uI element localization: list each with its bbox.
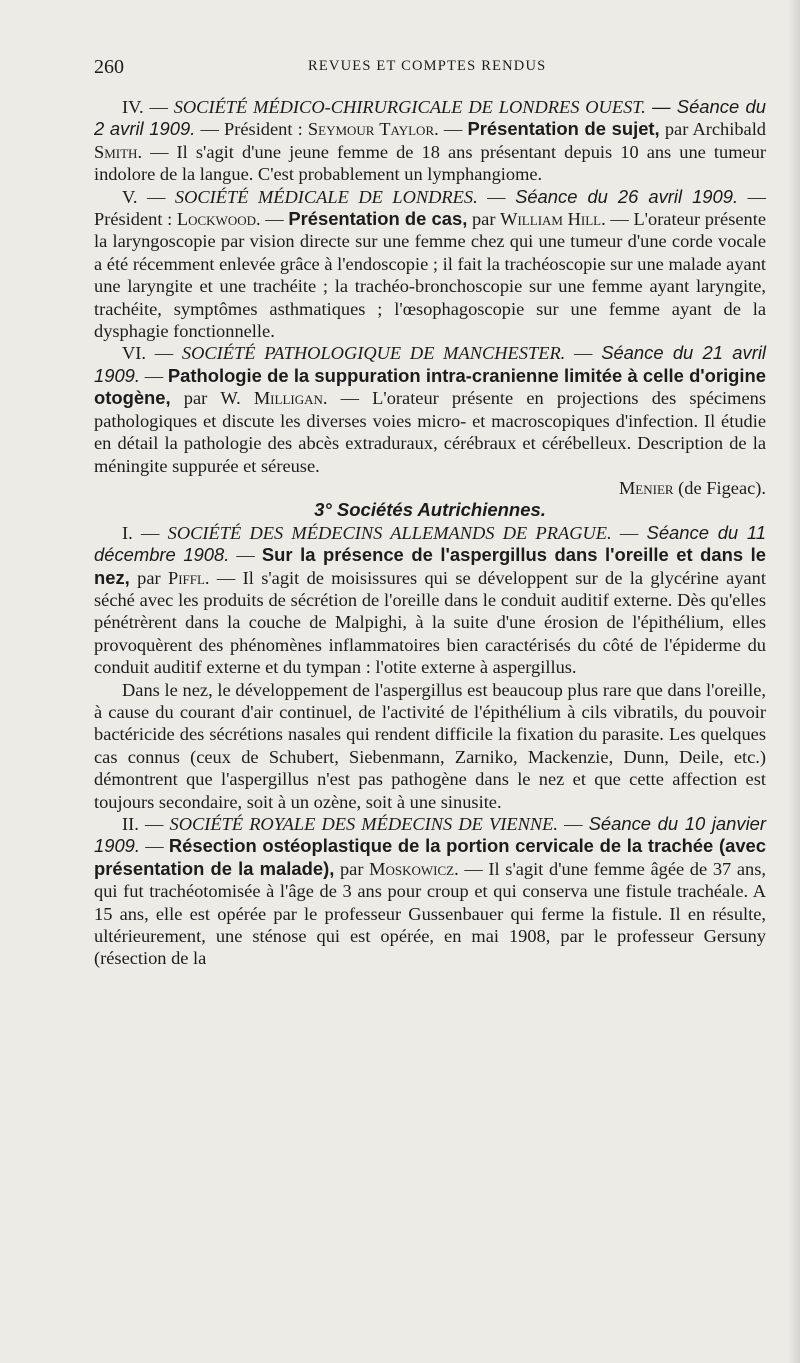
report-topic: Présentation de cas, bbox=[288, 208, 468, 230]
report-topic: Résection ostéoplastique de la portion cervicale de la trachée (avec présentation de la malade), bbox=[94, 835, 766, 879]
article-body bbox=[94, 96, 766, 970]
report-topic: Sur la présence de l'aspergillus dans l'oreille et dans le nez, bbox=[94, 544, 766, 588]
society-name: SOCIÉTÉ ROYALE DES MÉDECINS DE VIENNE. bbox=[169, 814, 558, 834]
society-name: SOCIÉTÉ PATHOLOGIQUE DE MANCHESTER. bbox=[181, 343, 566, 364]
report-topic: Pathologie de la suppuration intra-cranienne limitée à celle d'origine otogène, bbox=[94, 364, 766, 409]
page-edge-shadow bbox=[788, 0, 800, 1363]
society-name: SOCIÉTÉ MÉDICO-CHIRURGICALE DE LONDRES OUEST. bbox=[173, 97, 646, 117]
seance-date: Séance du 10 janvier 1909. bbox=[94, 813, 767, 857]
report-austrian-2: II. — SOCIÉTÉ ROYALE DES MÉDECINS DE VIENNE. — Séance du 10 janvier 1909. — Résection ostéoplastique de la portion cervicale de la trachée (avec présentation de la malade), par Moskowicz. — Il s'agit d'une femme âgée de 37 ans, qui fut trachéotomisée à l'âge de 3 ans pour croup et qui conserva une fistule trachéale. A 15 ans, elle est opérée par le professeur Gussenbauer qui ferme la fistule. Il en résulte, ultérieurement, une sténose qui est opérée, en mai 1908, par le professeur Gersuny (résection de la bbox=[94, 813, 767, 969]
reviewer-place: (de Figeac). bbox=[673, 477, 766, 498]
reviewer-name: Menier bbox=[618, 477, 674, 498]
reviewer-signature bbox=[94, 477, 766, 499]
report-austrian-1: I. — SOCIÉTÉ DES MÉDECINS ALLEMANDS DE PRAGUE. — Séance du 11 décembre 1908. — Sur la présence de l'aspergillus dans l'oreille et dans le nez, par Piffl. — Il s'agit de moisissures qui se développent sur de la glycérine ayant séché avec les produits de sécrétion de l'oreille dans le conduit auditif externe. Dès qu'elles pénétrèrent dans la couche de Malpighi, à la suite d'une érosion de l'épithélium, elles provoquèrent des phénomènes inflammatoires bien caractérisés du côté de l'épiderme du conduit auditif externe et du tympan : l'otite externe à aspergillus. bbox=[94, 521, 767, 678]
author-name: Smith. bbox=[94, 141, 143, 162]
seance-date: Séance du 26 avril 1909. bbox=[515, 185, 739, 207]
society-name: SOCIÉTÉ DES MÉDECINS ALLEMANDS DE PRAGUE. bbox=[167, 522, 612, 543]
report-society-5: V. — SOCIÉTÉ MÉDICALE DE LONDRES. — Séance du 26 avril 1909. — Président : Lockwood. — Présentation de cas, par William Hill. — L'orateur présente la laryngoscopie par vision directe sur une femme chez qui une tumeur d'une corde vocale a été récemment enlevée grâce à l'endoscopie ; il fait la trachéoscopie sur une malade ayant une laryngite et une trachéite ; la trachéo-bronchoscopie sur une femme ayant laryngite, trachéite, symptômes asthmatiques ; l'œsophagoscopie sur une femme ayant de la dysphagie fonctionnelle. bbox=[94, 185, 766, 342]
author-name: Piffl. bbox=[167, 567, 210, 588]
seance-date: Séance du 21 avril 1909. bbox=[94, 342, 766, 386]
author-name: William Hill. bbox=[500, 209, 606, 230]
page-header bbox=[94, 56, 768, 86]
running-head: REVUES ET COMPTES RENDUS bbox=[308, 58, 547, 74]
society-name: SOCIÉTÉ MÉDICALE DE LONDRES. bbox=[174, 186, 478, 207]
section-heading: 3° Sociétés Autrichiennes. bbox=[314, 499, 546, 521]
report-austrian-1-paragraph-2: Dans le nez, le développement de l'aspergillus est beaucoup plus rare que dans l'oreille, à cause du courant d'air continuel, de l'activité de l'épithélium à cils vibratils, du pouvoir bactéricide des sécrétions nasales qui rendent difficile la fixation du parasite. Les quelques cas connus (ceux de Schubert, Siebenmann, Zarniko, Mackenzie, Dunn, Deile, etc.) démontrent que l'aspergillus n'est pas pathogène dans le nez et que cette affection est toujours secondaire, soit à un ozène, soit à une sinusite. bbox=[94, 679, 766, 812]
report-society-4: IV. — SOCIÉTÉ MÉDICO-CHIRURGICALE DE LONDRES OUEST. — Séance du 2 avril 1909. — Président : Seymour Taylor. — Présentation de sujet, par Archibald Smith. — Il s'agit d'une jeune femme de 18 ans présentant depuis 10 ans une tumeur indolore de la langue. C'est probablement un lymphangiome. bbox=[94, 96, 766, 185]
page-number: 260 bbox=[94, 56, 124, 78]
seance-date: — Séance du 2 avril 1909. bbox=[94, 96, 766, 140]
report-society-6: VI. — SOCIÉTÉ PATHOLOGIQUE DE MANCHESTER. — Séance du 21 avril 1909. — Pathologie de la suppuration intra-cranienne limitée à celle d'origine otogène, par W. Milligan. — L'orateur présente en projections des spécimens pathologiques et discute les diverses voies micro- et macroscopiques d'infection. Il étudie en détail la pathologie des abcès extraduraux, cérébraux et cérébelleux. Description de la méningite suppurée et séreuse. bbox=[94, 342, 766, 476]
president-name: Seymour Taylor. bbox=[307, 119, 439, 140]
president-name: Lockwood. bbox=[176, 209, 261, 230]
author-name: Moskowicz. bbox=[369, 858, 459, 879]
report-topic: Présentation de sujet, bbox=[467, 118, 660, 140]
author-name: W. Milligan. bbox=[220, 388, 328, 409]
seance-date: Séance du 11 décembre 1908. bbox=[94, 521, 767, 566]
